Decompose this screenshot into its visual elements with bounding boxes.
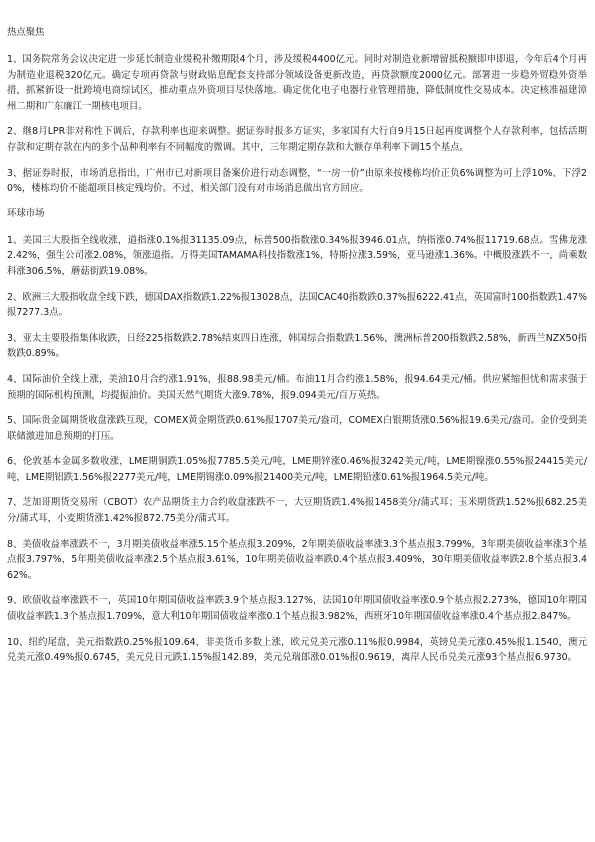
hot-item-1: 1、国务院常务会议决定进一步延长制造业缓税补缴期限4个月，涉及缓税4400亿元。同时对制造业新增留抵税额即申即退，今年后4个月再为制造业退税320亿元。确定专项再贷款与财政贴息配套支持部分领域设备更新改造，再贷款额度2000亿元。部署进一步稳外贸稳外资举措，抓紧新设一批跨境电商综试区，推动重点外资项目尽快落地。确定优化电子电器行业管理措施，降低制度性交易成本。决定核准福建漳州二期和广东廉江一期核电项目。 — [7, 54, 587, 112]
hot-item-3: 3、据证券时报，市场消息指出，广州市已对新项目备案价进行动态调整，“一房一价”由原来按楼栋均价正负6%调整为可上浮10%、下浮20%，楼栋均价不能超项目核定残均价。不过，相关部门没有对市场消息做出官方回应。 — [7, 167, 587, 195]
global-item-9: 9、欧债收益率涨跌不一，英国10年期国债收益率跌3.9个基点报3.127%，法国10年期国债收益率涨0.9个基点报2.273%，德国10年期国债收益率跌1.3个基点报1.709%，意大利10年期国债收益率涨0.1个基点报3.982%，西班牙10年期国债收益率涨0.4个基点报2.847%。 — [7, 595, 587, 623]
document-page — [7, 26, 587, 676]
global-item-3: 3、亚太主要股指集体收跌，日经225指数跌2.78%结束四日连涨，韩国综合指数跌1.56%，澳洲标普200指数跌2.58%，新西兰NZX50指数跌0.89%。 — [7, 332, 587, 360]
global-item-1: 1、美国三大股指全线收涨，道指涨0.1%报31135.09点，标普500指数涨0.34%报3946.01点，纳指涨0.74%报11719.68点。雪佛龙涨2.42%，强生公司涨2.08%，领涨道指。万得美国TAMAMA科技指数涨1%，特斯拉涨3.59%，亚马逊涨1.36%。中概股涨跌不一，尚乘数科涨306.5%，蘑菇街跌19.08%。 — [7, 234, 587, 277]
global-item-8: 8、美债收益率涨跌不一，3月期美债收益率涨5.15个基点报3.209%，2年期美债收益率涨3.3个基点报3.799%，3年期美债收益率涨3个基点报3.797%，5年期美债收益率涨2.5个基点报3.61%，10年期美债收益率跌0.4个基点报3.409%，30年期美债收益率跌2.8个基点报3.462%。 — [7, 538, 587, 581]
global-item-7: 7、芝加哥期货交易所（CBOT）农产品期货主力合约收盘涨跌不一，大豆期货跌1.4%报1458美分/蒲式耳；玉米期货跌1.52%报682.25美分/蒲式耳，小麦期货涨1.42%报872.75美分/蒲式耳。 — [7, 497, 587, 525]
section-title-global: 环球市场 — [7, 207, 45, 219]
global-item-10: 10、纽约尾盘，美元指数跌0.25%报109.64，非美货币多数上涨，欧元兑美元涨0.11%报0.9984，英镑兑美元涨0.45%报1.1540，澳元兑美元涨0.49%报0.6745，美元兑日元跌1.15%报142.89，美元兑瑞郎涨0.01%报0.9619，离岸人民币兑美元涨93个基点报6.9730。 — [7, 636, 587, 664]
global-item-5: 5、国际贵金属期货收盘涨跌互现，COMEX黄金期货跌0.61%报1707美元/盎司，COMEX白银期货涨0.56%报19.6美元/盎司。金价受到美联储激进加息预期的打压。 — [7, 415, 587, 442]
global-item-4: 4、国际油价全线上涨，美油10月合约涨1.91%，报88.98美元/桶。布油11月合约涨1.58%，报94.64美元/桶。供应紧缩担忧和需求强于预期的国际机构预测，均提振油价。美国天然气期货大涨9.78%，报9.094美元/百万英热。 — [7, 373, 587, 401]
hot-item-2: 2、继8月LPR非对称性下调后，存款利率也迎来调整。据证券时报多方证实，多家国有大行自9月15日起再度调整个人存款利率，包括活期存款和定期存款在内的多个品种利率有不同幅度的微调。其中，三年期定期存款和大额存单利率下调15个基点。 — [7, 126, 587, 153]
global-item-6: 6、伦敦基本金属多数收涨，LME期铜跌1.05%报7785.5美元/吨，LME期锌涨0.46%报3242美元/吨，LME期镍涨0.55%报24415美元/吨，LME期铝跌1.56%报2277美元/吨，LME期锡涨0.09%报21400美元/吨，LME期铅涨0.61%报1964.5美元/吨。 — [7, 456, 587, 483]
global-item-2: 2、欧洲三大股指收盘全线下跌，德国DAX指数跌1.22%报13028点，法国CAC40指数跌0.37%报6222.41点，英国富时100指数跌1.47%报7277.3点。 — [7, 291, 587, 319]
section-title-hot: 热点聚焦 — [7, 27, 45, 38]
